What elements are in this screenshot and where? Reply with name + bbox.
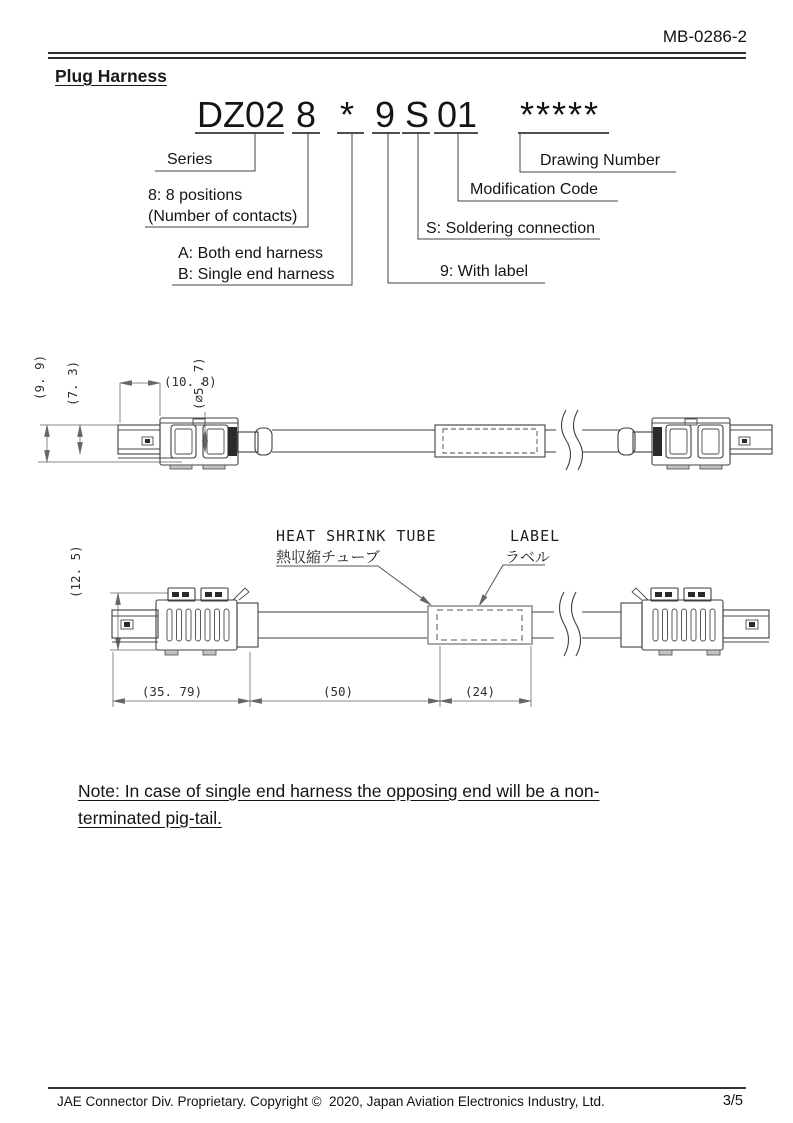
pn-label-harness-type-b: B: Single end harness — [178, 266, 335, 283]
note-line-1: Note: In case of single end harness the opposing end will be a non- — [78, 781, 600, 801]
dim-height: (12. 5) — [68, 545, 83, 598]
label-leader-line — [479, 565, 545, 606]
footer-page-number: 3/5 — [722, 1093, 743, 1109]
dim-plug-height: (7. 3) — [65, 360, 80, 406]
pn-label-series: Series — [167, 151, 213, 168]
top-view-left-connector — [112, 588, 258, 655]
dim-label-length: (24) — [464, 684, 496, 699]
side-view-drawing — [0, 350, 793, 490]
label-outline-dashed — [437, 610, 522, 640]
pn-label-contacts-1: 8: 8 positions — [148, 187, 243, 204]
heat-shrink-tube-label-en: HEAT SHRINK TUBE — [276, 527, 437, 545]
note-line-2: terminated pig-tail. — [78, 808, 222, 828]
pn-label-contacts-2: (Number of contacts) — [148, 208, 298, 225]
pn-code-harness-type: * — [340, 94, 355, 135]
dim-overall-height: (9. 9) — [32, 354, 47, 400]
pn-code-series: DZ02 — [197, 94, 286, 135]
heat-shrink-leader-line — [276, 566, 431, 605]
part-number-diagram — [0, 88, 793, 300]
side-view-dimensions — [32, 355, 217, 462]
heat-shrink-tube-label-jp: 熱収縮チューブ — [276, 548, 380, 566]
dim-cable-diameter: (⌀5. 7) — [191, 357, 206, 410]
pn-label-with-label: 9: With label — [440, 263, 529, 280]
pn-label-modification: Modification Code — [470, 181, 599, 198]
label-callout-jp: ラベル — [505, 548, 551, 566]
page-title: Plug Harness — [55, 66, 167, 86]
label-callout-en: LABEL — [510, 527, 561, 545]
footer-copyright: JAE Connector Div. Proprietary. Copyright © 2020, Japan Aviation Electronics Industry, Ltd. — [57, 1094, 605, 1109]
footer-rule — [48, 1087, 746, 1089]
pn-label-harness-type-a: A: Both end harness — [178, 245, 323, 262]
pn-code-drawing: ***** — [520, 94, 601, 135]
top-view-drawing — [0, 510, 793, 725]
dim-cable-length: (50) — [322, 684, 354, 699]
dim-connector-length: (35. 79) — [141, 684, 203, 699]
pn-label-drawing: Drawing Number — [540, 152, 661, 169]
pn-code-modification: 01 — [437, 94, 478, 135]
latch-hook — [632, 588, 648, 600]
pn-code-label-option: 9 — [375, 94, 396, 135]
side-view-left-connector — [118, 418, 272, 469]
top-view-height-dimension — [68, 545, 178, 650]
top-view-right-connector — [621, 588, 769, 655]
latch-hook — [233, 588, 249, 600]
pn-label-connection: S: Soldering connection — [426, 220, 595, 237]
pn-code-connection: S — [405, 94, 430, 135]
doc-number: MB-0286-2 — [662, 27, 747, 46]
dim-plug-length: (10. 8) — [164, 374, 217, 389]
header-double-rule — [48, 52, 746, 59]
side-view-right-connector — [618, 418, 772, 469]
note-text — [78, 778, 708, 832]
top-view-callouts — [276, 527, 560, 606]
side-view-cable-and-tube — [272, 408, 620, 474]
pn-code-contacts: 8 — [296, 94, 317, 135]
